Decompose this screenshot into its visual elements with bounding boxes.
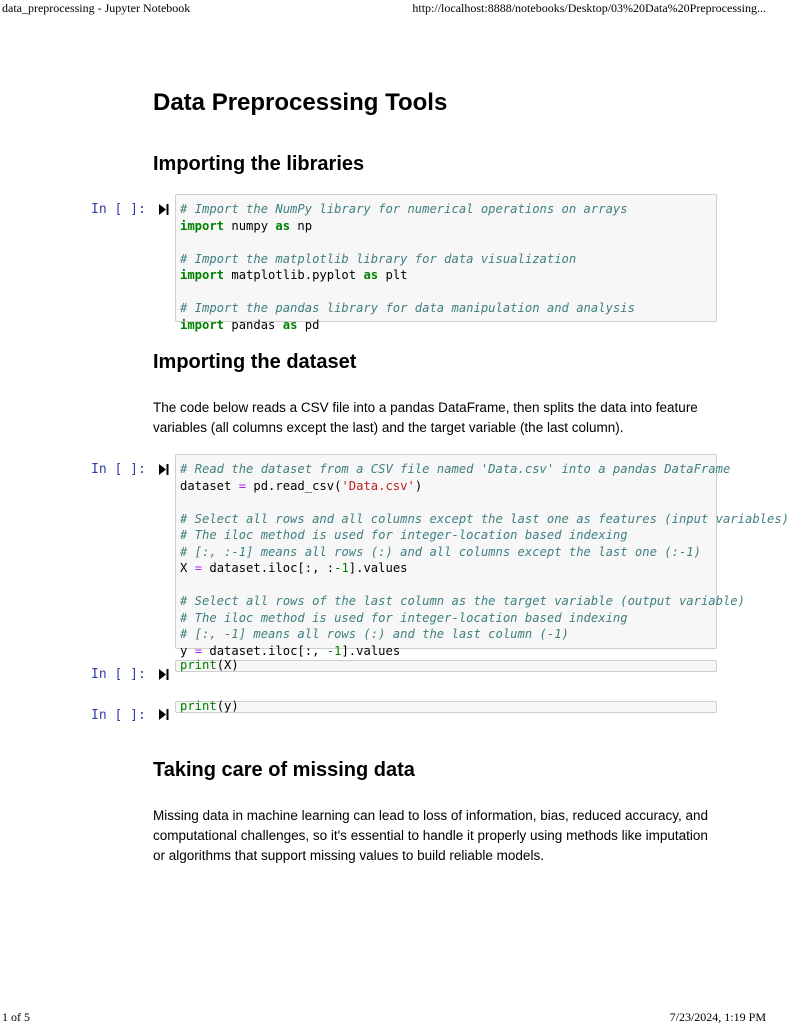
code-comment: # Import the pandas library for data manipulation and analysis [180,301,635,315]
code-text: np [290,218,313,233]
code-comment: # Read the dataset from a CSV file named 'Data.csv' into a pandas DataFrame [180,462,731,476]
code-comment: # [:, :-1] means all rows (:) and all columns except the last one (:-1) [180,544,701,559]
code-builtin: print [180,658,217,672]
code-keyword: import [180,218,225,233]
code-comment: # The iloc method is used for integer-location based indexing [180,610,628,625]
code-text: ].values [341,643,401,658]
code-text: pandas [224,317,283,332]
run-cell-icon[interactable] [158,708,169,721]
cell-prompt: In [ ]: [91,667,146,682]
code-builtin: print [180,699,217,713]
run-cell-icon[interactable] [158,203,169,216]
code-text: dataset.iloc[:, [202,643,327,658]
code-text: dataset [180,478,239,493]
cell-prompt: In [ ]: [91,708,146,723]
dataset-description: The code below reads a CSV file into a pandas DataFrame, then splits the data into feature variables (all columns except the last) and the target variable (the last column). [153,400,698,435]
print-header [0,1,768,17]
code-text: pd.read_csv( [246,478,342,493]
code-number: -1 [334,561,349,575]
code-cell-print-y[interactable] [175,701,717,713]
code-text: (y) [216,699,239,713]
code-operator: = [194,561,203,575]
code-text: matplotlib.pyplot [224,268,364,282]
code-string: 'Data.csv' [341,478,415,493]
page-title: data_preprocessing - Jupyter Notebook [2,1,191,15]
code-keyword: as [282,317,298,332]
code-text: X [180,561,195,575]
print-datetime: 7/23/2024, 1:19 PM [669,1010,766,1024]
page-url: http://localhost:8888/notebooks/Desktop/03%20Data%20Preprocessing... [412,1,766,15]
notebook-title: Data Preprocessing Tools [153,89,448,116]
code-keyword: import [180,317,225,332]
code-comment: # Select all rows of the last column as the target variable (output variable) [180,594,745,608]
code-keyword: as [363,268,379,282]
run-cell-icon[interactable] [158,463,169,476]
print-footer [0,1010,768,1026]
code-comment: # [:, -1] means all rows (:) and the last column (-1) [180,627,569,641]
cell-prompt: In [ ]: [91,202,146,217]
heading-importing-libraries: Importing the libraries [153,153,365,175]
code-operator: = [238,478,247,493]
code-comment: # Import the NumPy library for numerical operations on arrays [180,202,628,216]
code-text: numpy [224,218,276,233]
code-text: y [180,643,195,658]
page-number: 1 of 5 [2,1010,30,1024]
code-keyword: as [275,218,291,233]
heading-importing-dataset: Importing the dataset [153,351,357,373]
run-cell-icon[interactable] [158,668,169,681]
code-number: -1 [326,643,342,658]
code-text: dataset.iloc[:, : [202,561,335,575]
code-cell-print-x[interactable] [175,660,717,672]
code-text: pd [297,317,320,332]
code-keyword: import [180,268,225,282]
code-comment: # Select all rows and all columns except the last one as features (input variables) [180,511,789,526]
code-text: (X) [216,658,239,672]
code-operator: = [194,643,203,658]
code-cell-read-dataset[interactable] [175,454,789,658]
cell-prompt: In [ ]: [91,462,146,477]
missing-data-description: Missing data in machine learning can lead to loss of information, bias, reduced accuracy, and computational challenges, so it's essential to handle it properly using methods like imputation or algorithms that support missing values to build reliable models. [153,808,709,863]
heading-missing-data: Taking care of missing data [153,759,415,781]
code-comment: # Import the matplotlib library for data visualization [180,251,577,266]
code-text: ].values [348,561,408,575]
code-text: ) [414,478,423,493]
code-text: plt [378,268,408,282]
code-cell-import-libraries[interactable] [175,194,717,332]
code-comment: # The iloc method is used for integer-location based indexing [180,528,628,542]
